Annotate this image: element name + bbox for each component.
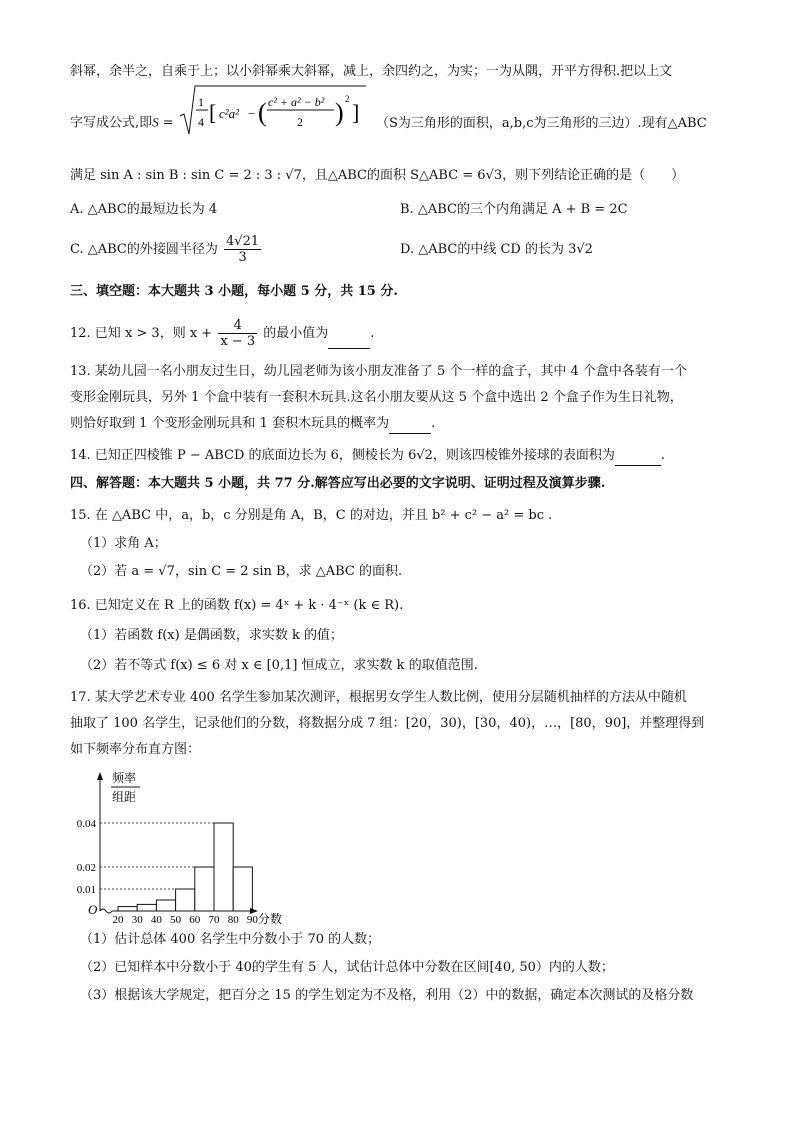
- q16-part-1: （1）若函数 f(x) 是偶函数，求实数 k 的值；: [80, 628, 343, 643]
- histogram-bar-80-90: [233, 867, 252, 911]
- q17-line-2: 抽取了 100 名学生，记录他们的分数，将数据分成 7 组：[20，30)，[30，40)，…，[80，90]，并整理得到: [70, 716, 705, 731]
- question-14: 14. 已知正四棱锥 P − ABCD 的底面边长为 6，侧棱长为 6√2，则该四棱锥外接球的表面积为 .: [70, 446, 665, 466]
- q13-line-3-text: 则恰好取到 1 个变形金刚玩具和 1 套积木玩具的概率为: [70, 416, 390, 431]
- q14-text: 14. 已知正四棱锥 P − ABCD 的底面边长为 6，侧棱长为 6√2，则该四棱锥外接球的表面积为: [70, 448, 615, 463]
- option-b: B. △ABC的三个内角满足 A + B = 2C: [400, 202, 628, 217]
- x-tick-label: 20: [112, 914, 124, 926]
- q17-part-1: （1）估计总体 400 名学生中分数小于 70 的人数；: [80, 932, 381, 947]
- x-tick-label: 30: [131, 914, 143, 926]
- x-tick-label: 70: [208, 914, 220, 926]
- svg-text:c²a²: c²a²: [218, 106, 239, 121]
- y-tick-label: 0.02: [76, 862, 96, 874]
- histogram-bar-20-30: [118, 907, 137, 911]
- q12-prefix: 12. 已知 x > 3，则 x +: [70, 326, 213, 341]
- svg-text:]: ]: [351, 100, 360, 125]
- heron-formula: [178, 82, 368, 142]
- svg-text:2: 2: [296, 115, 303, 129]
- q17-part-3: （3）根据该大学规定，把百分之 15 的学生划定为不及格，利用（2）中的数据，确定本次测试的及格分数: [80, 988, 694, 1003]
- q12-suffix: 的最小值为: [263, 326, 329, 341]
- option-a: A. △ABC的最短边长为 4: [70, 202, 218, 217]
- q12-num: 4: [218, 318, 257, 334]
- q17-line-3: 如下频率分布直方图：: [70, 742, 201, 757]
- q12-den: x − 3: [220, 334, 256, 349]
- svg-text:4: 4: [197, 115, 204, 129]
- option-d: D. △ABC的中线 CD 的长为 3√2: [400, 242, 593, 257]
- x-axis-break: [100, 909, 112, 913]
- q13-answer-blank[interactable]: [389, 419, 431, 434]
- intro-line-1: 斜幂，余半之，自乘于上；以小斜幂乘大斜幂，减上，余四约之，为实；一为从隅，开平方得积.把以上文: [70, 64, 673, 79]
- section-3-heading: 三、填空题：本大题共 3 小题，每小题 5 分，共 15 分.: [70, 284, 398, 299]
- option-c-fraction: [224, 234, 261, 265]
- q13-line-1: 13. 某幼儿园一名小朋友过生日，幼儿园老师为该小朋友准备了 5 个一样的盒子，其中 4 个盒中各装有一个: [70, 364, 687, 379]
- q13-line-2: 变形金刚玩具，另外 1 个盒中装有一套积木玩具.这名小朋友要从这 5 个盒中选出 2 个盒子作为生日礼物，: [70, 390, 683, 405]
- q15-stem: 15. 在 △ABC 中，a，b，c 分别是角 A，B，C 的对边，并且 b² + c² − a² = bc .: [70, 508, 553, 523]
- histogram-bar-70-80: [214, 823, 233, 911]
- intro-line-2: 字写成公式,即S = 1 4 [ c²a² − ( c² + a² − b² 2 ) 2 ] （S为三角形的面积，a,b,c为三角形的三边）.现有△ABC: [70, 104, 707, 142]
- histogram-bar-50-60: [176, 889, 195, 911]
- frequency-histogram: [70, 766, 330, 926]
- option-c-den: 3: [238, 250, 247, 265]
- q15-part-2: （2）若 a = √7，sin C = 2 sin B，求 △ABC 的面积.: [80, 564, 403, 579]
- x-tick-label: 80: [227, 914, 239, 926]
- x-axis-label: 分数: [258, 912, 283, 926]
- x-tick-label: 40: [150, 914, 162, 926]
- y-tick-label: 0.01: [76, 884, 96, 896]
- q15-part-1: （1）求角 A；: [80, 536, 167, 551]
- x-tick-label: 60: [189, 914, 201, 926]
- y-label-bottom: 组距: [112, 790, 137, 804]
- y-label-top: 频率: [112, 771, 137, 785]
- origin-label: O: [88, 902, 98, 917]
- q14-answer-blank[interactable]: [615, 451, 661, 466]
- histogram-bar-60-70: [195, 867, 214, 911]
- option-c: [70, 234, 263, 265]
- formula-s: S: [152, 114, 159, 130]
- q13-line-3: 则恰好取到 1 个变形金刚玩具和 1 套积木玩具的概率为 .: [70, 414, 435, 434]
- q17-part-2: （2）已知样本中分数小于 40的学生有 5 人，试估计总体中分数在区间[40, 50）内的人数；: [80, 960, 614, 975]
- question-12: 12. 已知 x > 3，则 x + $\frac{4}{x - 3}$ 的最小值为 .: [70, 318, 375, 349]
- q12-fraction: [218, 318, 257, 349]
- option-c-prefix: C. △ABC的外接圆半径为: [70, 242, 218, 257]
- x-tick-label: 50: [170, 914, 182, 926]
- svg-text:c² + a² − b²: c² + a² − b²: [267, 95, 325, 109]
- q12-answer-blank[interactable]: [328, 334, 370, 349]
- formula-note: （S为三角形的面积，a,b,c为三角形的三边）.现有△ABC: [375, 115, 707, 131]
- svg-text:−: −: [247, 106, 256, 121]
- x-tick-label: 90: [246, 914, 258, 926]
- q16-part-2: （2）若不等式 f(x) ≤ 6 对 x ∈ [0,1] 恒成立，求实数 k 的取值范围.: [80, 658, 478, 673]
- q16-stem: 16. 已知定义在 R 上的函数 f(x) = 4ˣ + k · 4⁻ˣ (k ∈ R).: [70, 598, 404, 613]
- option-c-num: 4√21: [226, 234, 260, 249]
- section-4-heading: 四、解答题：本大题共 5 小题，共 77 分.解答应写出必要的文字说明、证明过程及演算步骤.: [70, 476, 606, 491]
- svg-text:): ): [334, 98, 344, 127]
- svg-text:(: (: [257, 98, 267, 127]
- q17-line-1: 17. 某大学艺术专业 400 名学生参加某次测评，根据男女学生人数比例，使用分层随机抽样的方法从中随机: [70, 690, 687, 705]
- y-axis-arrow: [97, 772, 103, 780]
- intro-line-2-prefix: 字写成公式,即: [70, 115, 153, 131]
- svg-text:1: 1: [197, 95, 204, 109]
- svg-text:[: [: [208, 100, 217, 125]
- intro-line-3: 满足 sin A : sin B : sin C = 2 : 3 : √7，且△ABC的面积 S△ABC = 6√3，则下列结论正确的是（ ）: [70, 168, 685, 183]
- y-tick-label: 0.04: [76, 818, 96, 830]
- svg-text:2: 2: [344, 94, 350, 104]
- histogram-bar-40-50: [156, 900, 175, 911]
- histogram-bar-30-40: [137, 904, 156, 911]
